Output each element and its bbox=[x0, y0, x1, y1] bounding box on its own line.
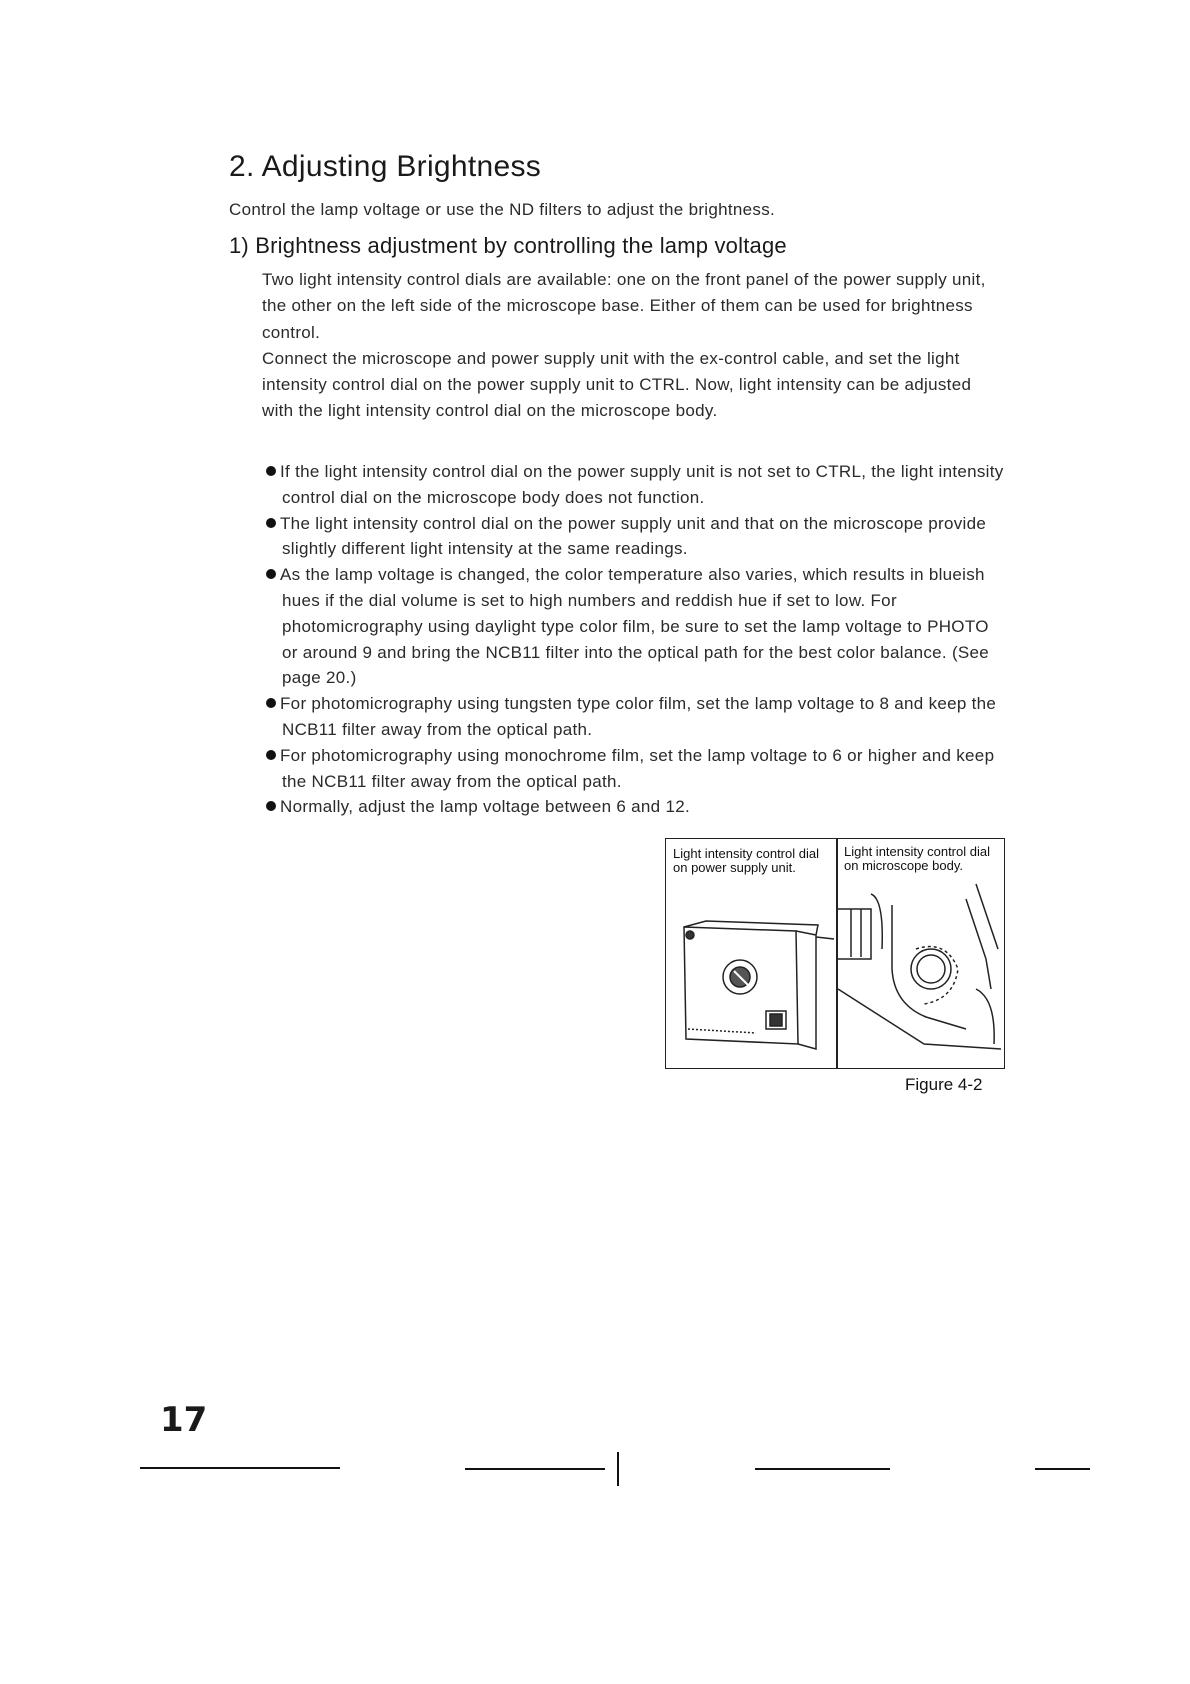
figure-label: Figure 4-2 bbox=[905, 1075, 983, 1094]
microscope-illustration bbox=[666, 839, 1006, 1070]
bullet-icon bbox=[266, 801, 276, 811]
list-item: For photomicrography using tungsten type color film, set the lamp voltage to 8 and keep the NCB11 filter away from the optical path. bbox=[266, 691, 1008, 743]
right-figure-caption: Light intensity control dial on microscope body. bbox=[844, 844, 990, 873]
list-item: If the light intensity control dial on the power supply unit is not set to CTRL, the light intensity control dial on the microscope body does not function. bbox=[266, 459, 1008, 511]
bullet-icon bbox=[266, 466, 276, 476]
body-paragraphs bbox=[262, 267, 1007, 425]
footer-rule-right bbox=[755, 1468, 890, 1470]
bullet-icon bbox=[266, 569, 276, 579]
crop-mark bbox=[617, 1452, 619, 1486]
page-number: 17 bbox=[160, 1400, 208, 1440]
paragraph-2: Connect the microscope and power supply unit with the ex-control cable, and set the light intensity control dial on the power supply unit to CTRL. Now, light intensity can be adjusted with the light intensity control dial on the microscope body. bbox=[262, 348, 972, 421]
section-heading: 2. Adjusting Brightness bbox=[229, 150, 542, 183]
footer-rule-left bbox=[140, 1467, 340, 1469]
footer-rule-far-right bbox=[1035, 1468, 1090, 1470]
bullet-icon bbox=[266, 750, 276, 760]
left-figure-caption: Light intensity control dial on power supply unit. bbox=[673, 846, 819, 875]
figure-4-2 bbox=[665, 838, 1005, 1069]
bullet-icon bbox=[266, 518, 276, 528]
paragraph-1: Two light intensity control dials are available: one on the front panel of the power supply unit, the other on the left side of the microscope base. Either of them can be used for brightness control. bbox=[262, 270, 986, 342]
subsection-heading: 1) Brightness adjustment by controlling the lamp voltage bbox=[229, 233, 787, 258]
bullet-icon bbox=[266, 698, 276, 708]
microscope-body-drawing bbox=[838, 884, 1001, 1049]
list-item: Normally, adjust the lamp voltage between 6 and 12. bbox=[266, 794, 1008, 820]
list-item: As the lamp voltage is changed, the color temperature also varies, which results in blueish hues if the dial volume is set to high numbers and reddish hue if set to low. For photomicrography using daylight type color film, be sure to set the lamp voltage to PHOTO or around 9 and bring the NCB11 filter into the optical path for the best color balance. (See page 20.) bbox=[266, 562, 1008, 691]
notes-list bbox=[266, 459, 1008, 820]
intro-text: Control the lamp voltage or use the ND filters to adjust the brightness. bbox=[229, 200, 776, 219]
list-item: For photomicrography using monochrome film, set the lamp voltage to 6 or higher and keep the NCB11 filter away from the optical path. bbox=[266, 743, 1008, 795]
footer-rule-center bbox=[465, 1468, 605, 1470]
list-item: The light intensity control dial on the power supply unit and that on the microscope provide slightly different light intensity at the same readings. bbox=[266, 511, 1008, 563]
power-supply-drawing bbox=[684, 921, 834, 1049]
